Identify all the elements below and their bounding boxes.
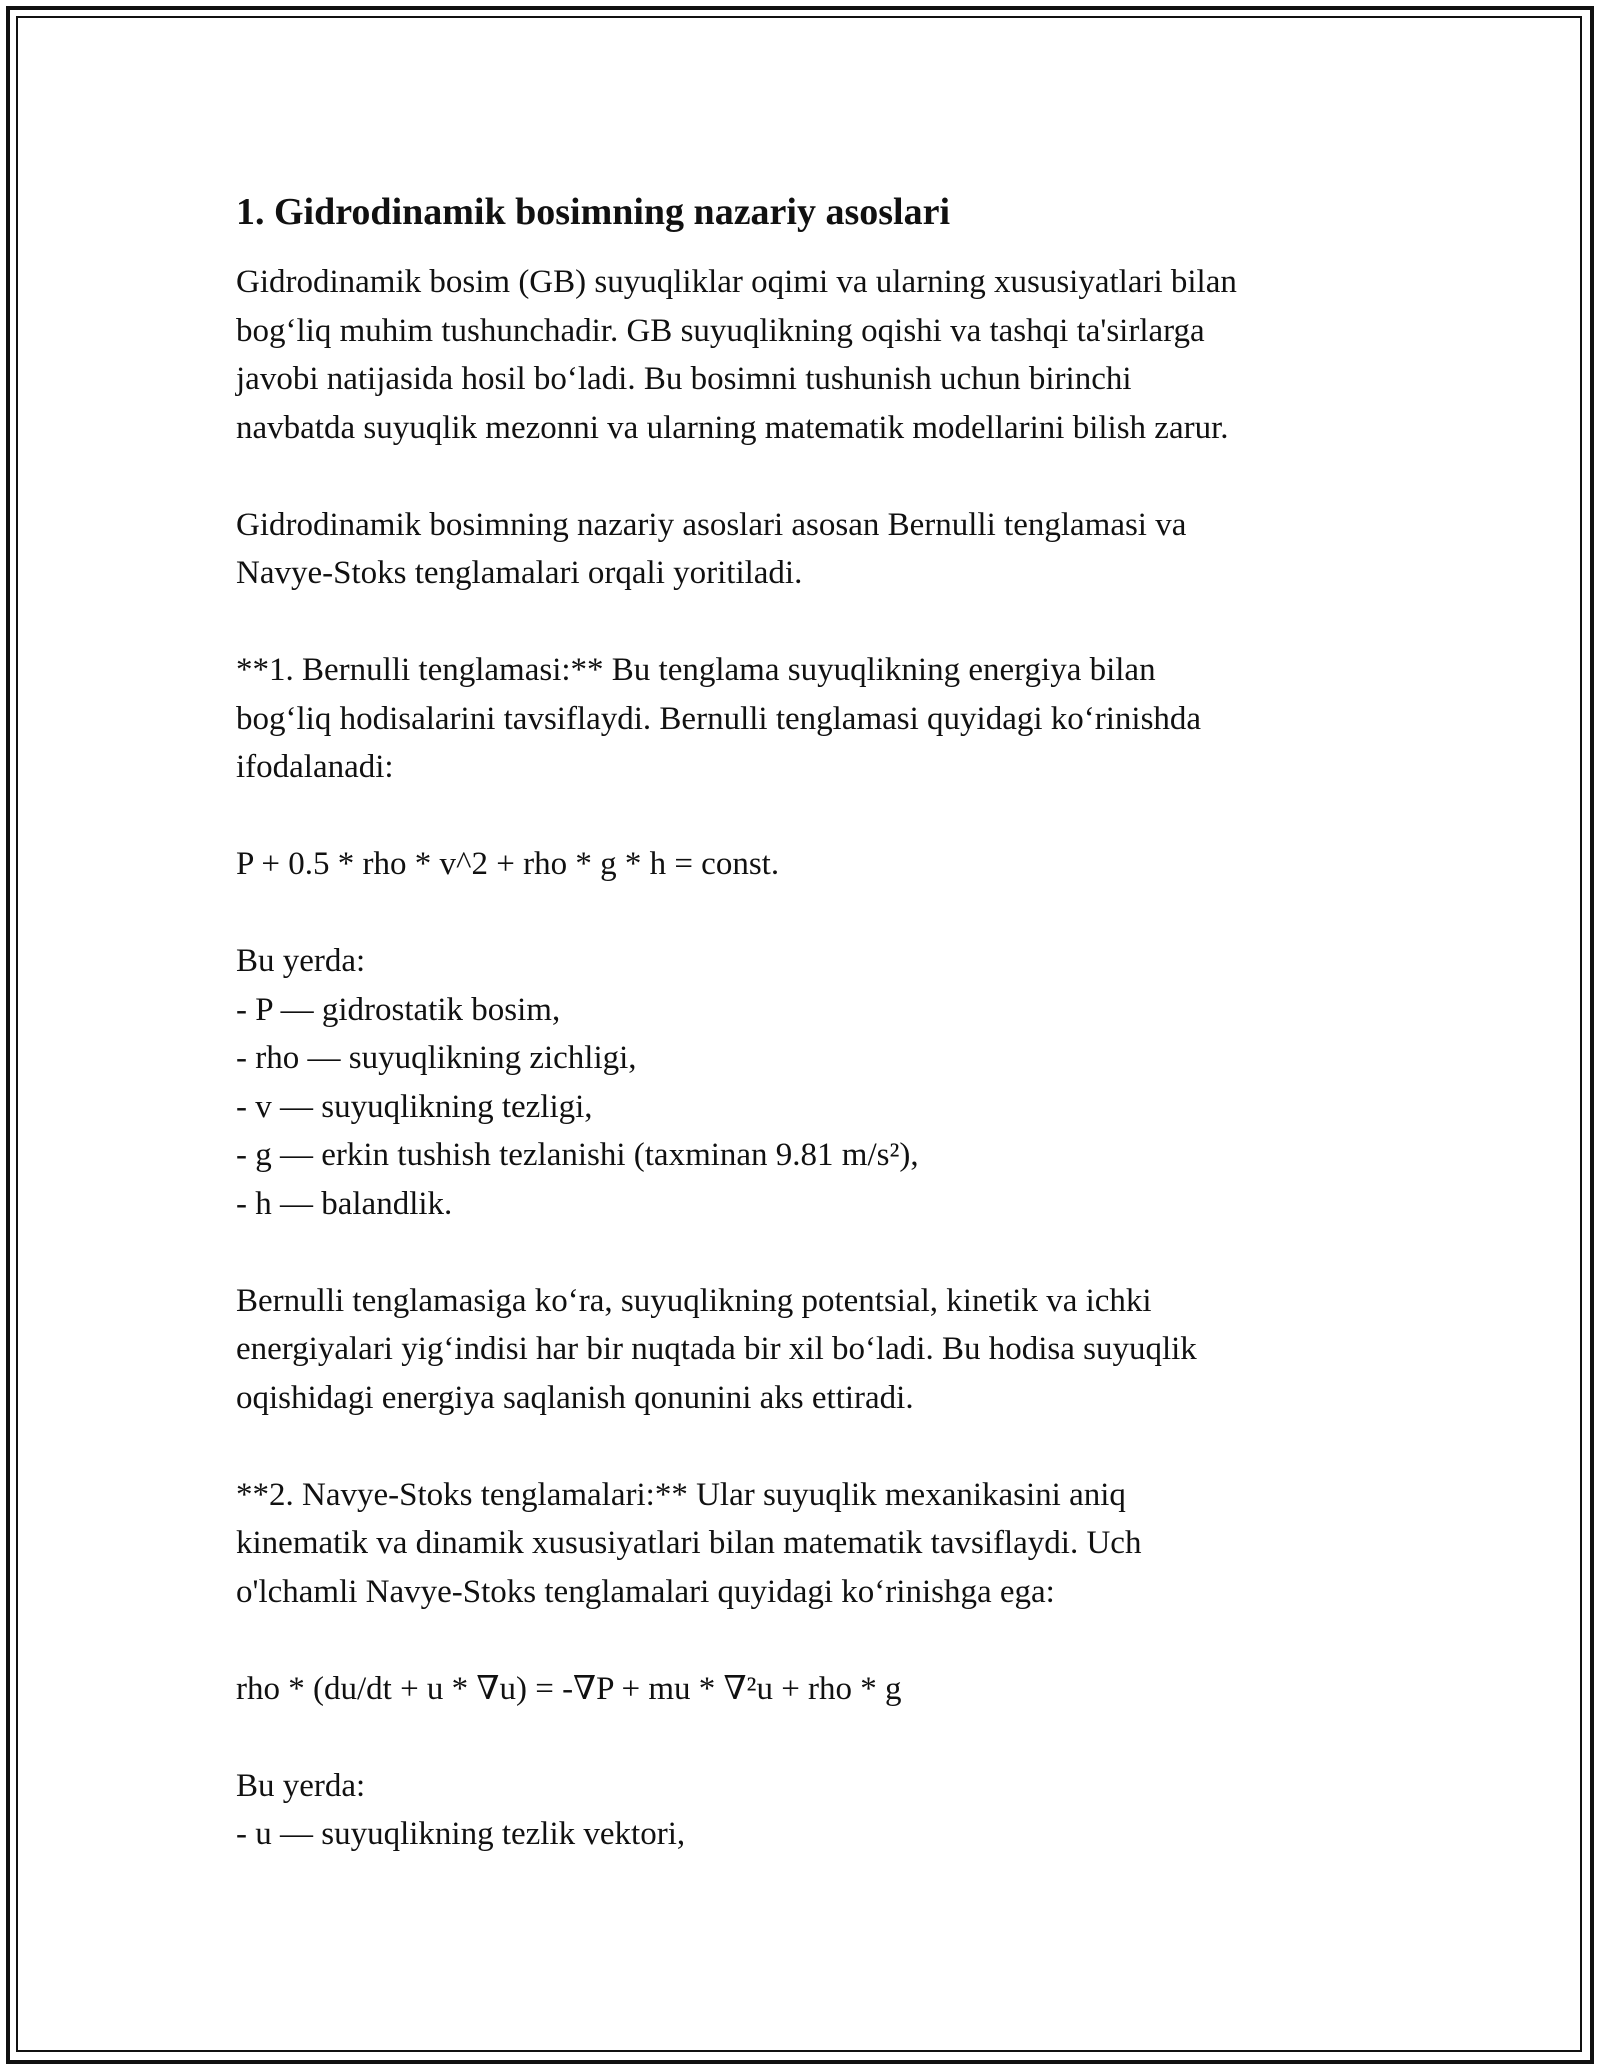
list-item: - g — erkin tushish tezlanishi (taxminan 9.81 m/s²), xyxy=(236,1137,919,1173)
navier-stokes-formula: rho * (du/dt + u * ∇u) = -∇P + mu * ∇²u + rho * g xyxy=(236,1670,902,1707)
list-item: - rho — suyuqlikning zichligi, xyxy=(236,1040,637,1076)
navier-stokes-variables-list xyxy=(236,1810,1366,1859)
where-label-1: Bu yerda: xyxy=(236,943,366,979)
theory-paragraph: Gidrodinamik bosimning nazariy asoslari asosan Bernulli tenglamasi va Navye-Stoks tenglamalari orqali yoritiladi. xyxy=(236,506,1187,591)
bernoulli-variables-list xyxy=(236,986,1366,1229)
bernoulli-formula: P + 0.5 * rho * v^2 + rho * g * h = const. xyxy=(236,846,780,882)
list-item: - P — gidrostatik bosim, xyxy=(236,991,561,1028)
energy-paragraph: Bernulli tenglamasiga ko‘ra, suyuqlikning potentsial, kinetik va ichki energiyalari yig‘indisi har bir nuqtada bir xil bo‘ladi. Bu hodisa suyuqlik oqishidagi energiya saqlanish qonunini aks ettiradi. xyxy=(236,1282,1197,1416)
bernoulli-paragraph: **1. Bernulli tenglamasi:** Bu tenglama suyuqlikning energiya bilan bog‘liq hodisalarini tavsiflaydi. Bernulli tenglamasi quyidagi ko‘rinishda ifodalanadi: xyxy=(236,652,1202,785)
navier-stokes-paragraph: **2. Navye-Stoks tenglamalari:** Ular suyuqlik mexanikasini aniq kinematik va dinamik xususiyatlari bilan matematik tavsiflaydi. Uch o'lchamli Navye-Stoks tenglamalari quyidagi ko‘rinishga ega: xyxy=(236,1476,1142,1610)
where-label-2: Bu yerda: xyxy=(236,1767,366,1804)
intro-paragraph: Gidrodinamik bosim (GB) suyuqliklar oqimi va ularning xususiyatlari bilan bog‘liq muhim tushunchadir. GB suyuqlikning oqishi va tashqi ta'sirlarga javobi natijasida hosil bo‘ladi. Bu bosimni tushunish uchun birinchi navbatda suyuqlik mezonni va ularning matematik modellarini bilish zarur. xyxy=(236,264,1237,446)
list-item: - u — suyuqlikning tezlik vektori, xyxy=(236,1816,686,1852)
list-item: - v — suyuqlikning tezligi, xyxy=(236,1088,593,1125)
document-body xyxy=(236,188,1366,1859)
section-heading: 1. Gidrodinamik bosimning nazariy asoslari xyxy=(236,191,951,233)
list-item: - h — balandlik. xyxy=(236,1185,453,1222)
